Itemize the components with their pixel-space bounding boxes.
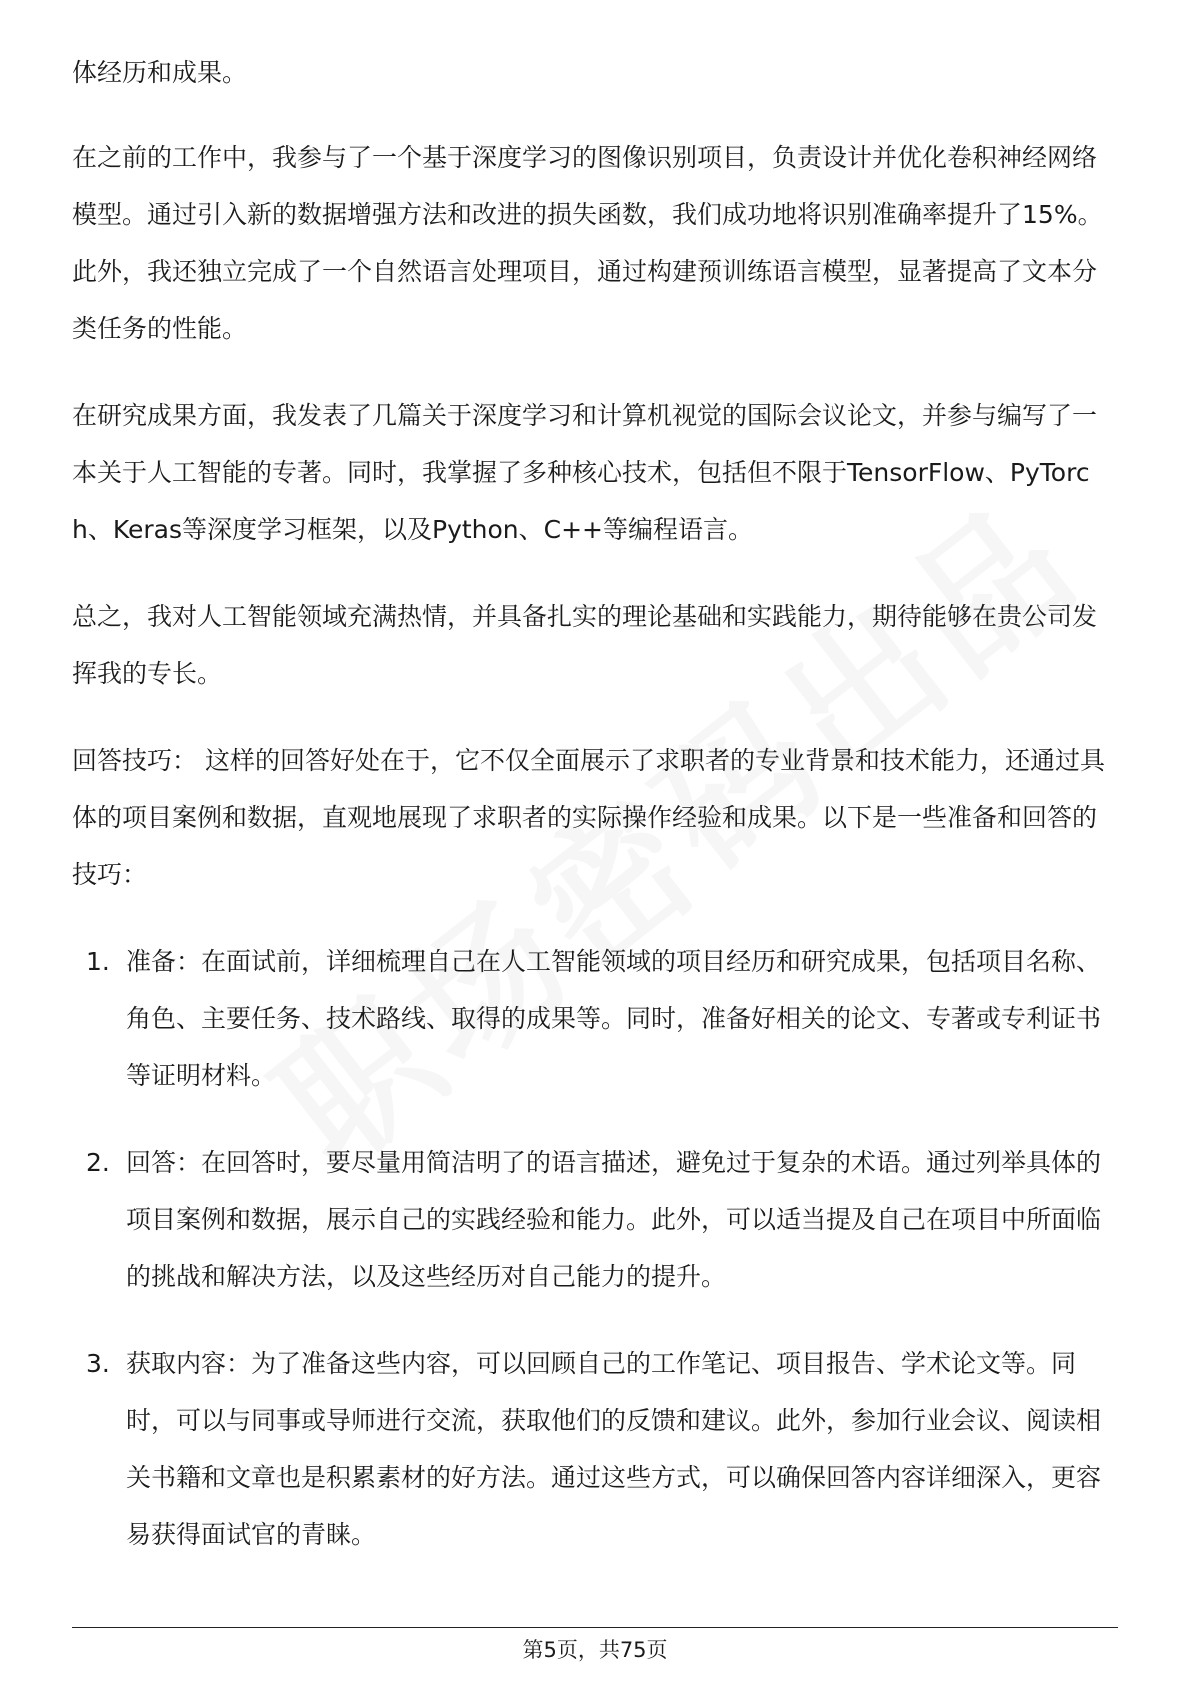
page-number: 第5页，共75页 bbox=[522, 1638, 668, 1662]
tips-list bbox=[72, 933, 1118, 1563]
page-content bbox=[72, 44, 1118, 1593]
paragraph: 总之，我对人工智能领域充满热情，并具备扎实的理论基础和实践能力，期待能够在贵公司发挥我的专长。 bbox=[72, 602, 1098, 688]
list-item-number: 2. bbox=[86, 1148, 110, 1177]
list-item-text: 回答：在回答时，要尽量用简洁明了的语言描述，避免过于复杂的术语。通过列举具体的项目案例和数据，展示自己的实践经验和能力。此外，可以适当提及自己在项目中所面临的挑战和解决方法，以及这些经历对自己能力的提升。 bbox=[126, 1148, 1102, 1291]
paragraph: 在研究成果方面，我发表了几篇关于深度学习和计算机视觉的国际会议论文，并参与编写了一本关于人工智能的专著。同时，我掌握了多种核心技术，包括但不限于TensorFlow、PyTorch、Keras等深度学习框架，以及Python、C++等编程语言。 bbox=[72, 401, 1098, 544]
paragraph: 在之前的工作中，我参与了一个基于深度学习的图像识别项目，负责设计并优化卷积神经网络模型。通过引入新的数据增强方法和改进的损失函数，我们成功地将识别准确率提升了15%。此外，我还独立完成了一个自然语言处理项目，通过构建预训练语言模型，显著提高了文本分类任务的性能。 bbox=[72, 143, 1103, 343]
paragraph: 回答技巧： 这样的回答好处在于，它不仅全面展示了求职者的专业背景和技术能力，还通过具体的项目案例和数据，直观地展现了求职者的实际操作经验和成果。以下是一些准备和回答的技巧： bbox=[72, 746, 1105, 889]
list-item-number: 3. bbox=[86, 1349, 110, 1378]
list-item-number: 1. bbox=[86, 947, 110, 976]
list-item bbox=[72, 1335, 1118, 1563]
list-item-text: 获取内容：为了准备这些内容，可以回顾自己的工作笔记、项目报告、学术论文等。同时，可以与同事或导师进行交流，获取他们的反馈和建议。此外，参加行业会议、阅读相关书籍和文章也是积累素材的好方法。通过这些方式，可以确保回答内容详细深入，更容易获得面试官的青睐。 bbox=[126, 1349, 1102, 1549]
paragraph: 体经历和成果。 bbox=[72, 58, 248, 87]
list-item bbox=[72, 933, 1118, 1104]
footer-divider bbox=[72, 1627, 1118, 1628]
list-item-text: 准备：在面试前，详细梳理自己在人工智能领域的项目经历和研究成果，包括项目名称、角色、主要任务、技术路线、取得的成果等。同时，准备好相关的论文、专著或专利证书等证明材料。 bbox=[126, 947, 1102, 1090]
list-item bbox=[72, 1134, 1118, 1305]
